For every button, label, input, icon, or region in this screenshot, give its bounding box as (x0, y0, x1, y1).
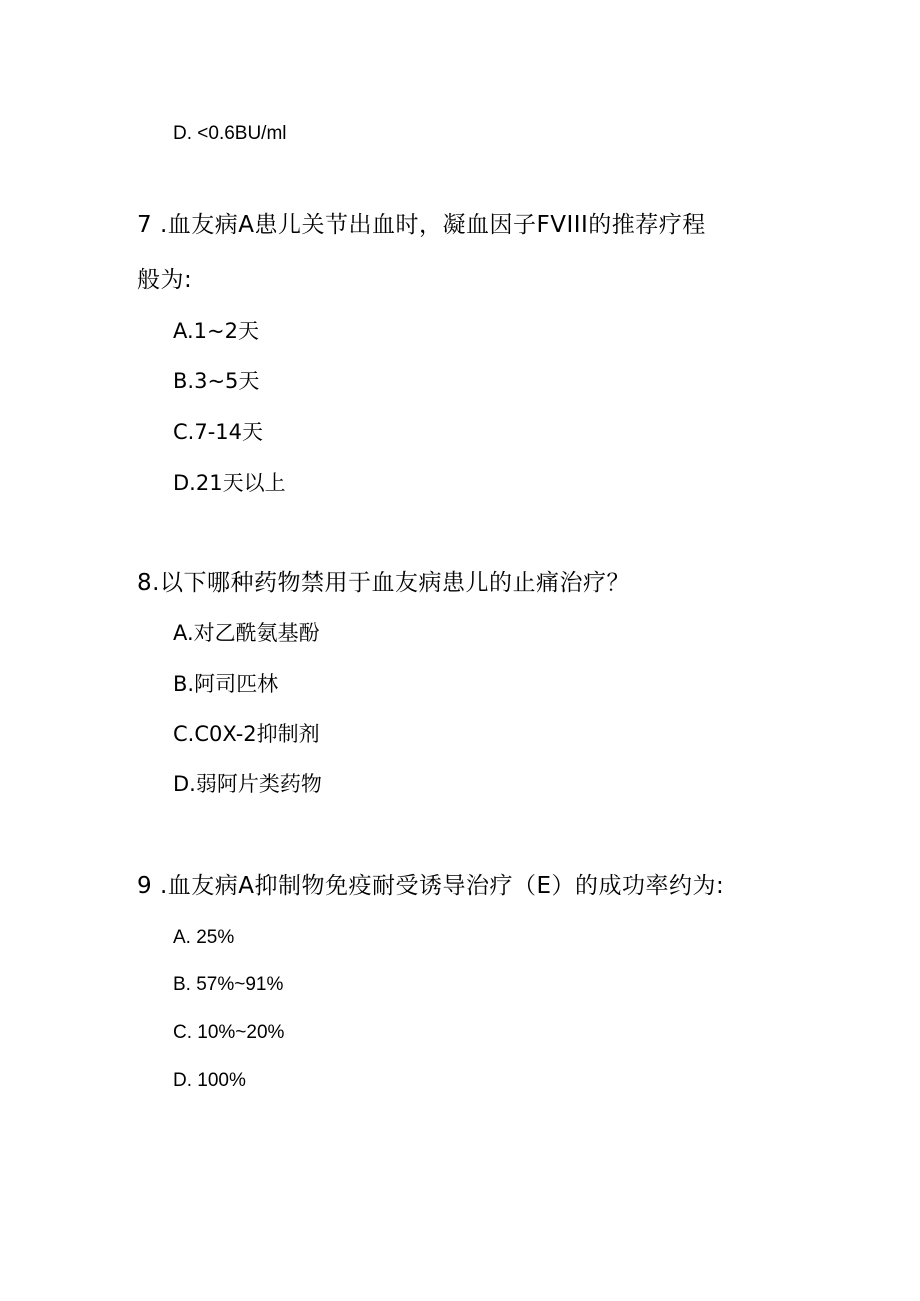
question-8-option-b: B.阿司匹林 (173, 672, 279, 696)
question-8-option-d: D.弱阿片类药物 (173, 772, 322, 796)
question-7-option-d: D.21天以上 (173, 471, 286, 495)
prev-question-option-d: D. <0.6BU/ml (173, 123, 287, 144)
question-9-option-a: A. 25% (173, 927, 235, 948)
question-7-text-line1: 7 .血友病A患儿关节出血时，凝血因子FVIII的推荐疗程 (137, 212, 706, 238)
question-9-option-d: D. 100% (173, 1070, 246, 1091)
question-8-option-a: A.对乙酰氨基酚 (173, 621, 320, 645)
question-8-text: 8.以下哪种药物禁用于血友病患儿的止痛治疗？ (137, 570, 630, 596)
question-9-option-b: B. 57%~91% (173, 974, 284, 995)
question-8-option-c: C.C0X-2抑制剂 (173, 722, 320, 746)
question-7-option-a: A.1~2天 (173, 319, 259, 343)
question-7-option-c: C.7-14天 (173, 420, 263, 444)
question-9-option-c: C. 10%~20% (173, 1022, 285, 1043)
question-9-text: 9 .血友病A抑制物免疫耐受诱导治疗（E）的成功率约为: (137, 873, 725, 899)
question-7-option-b: B.3~5天 (173, 369, 260, 393)
question-7-text-line2: 般为: (137, 267, 193, 293)
